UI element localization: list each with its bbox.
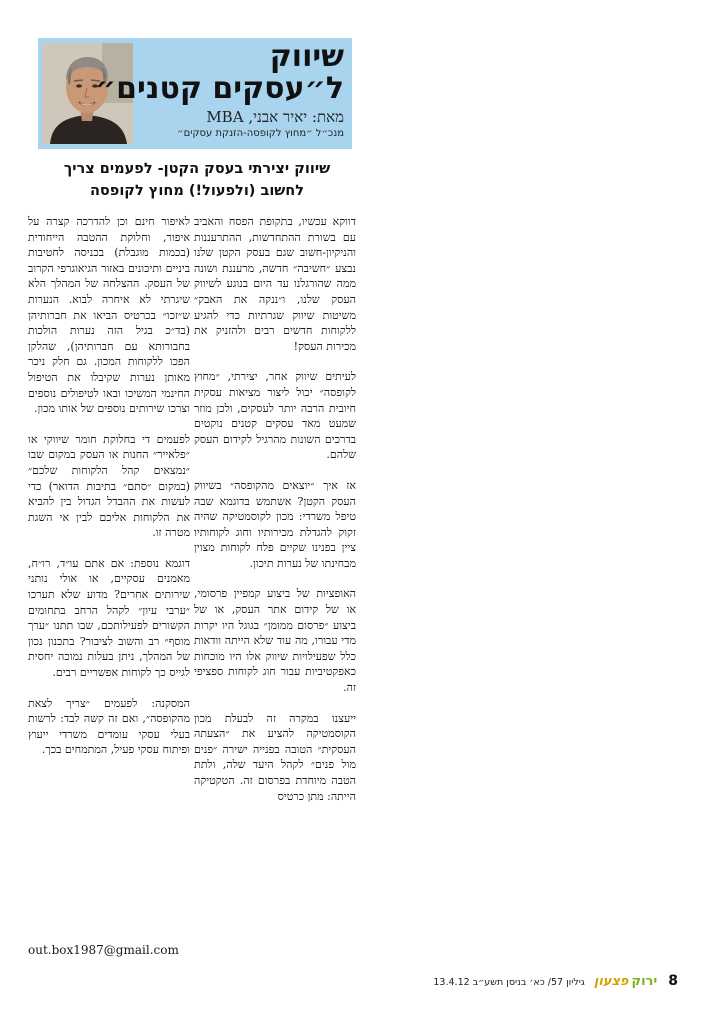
article-paragraph: המסקנה: לפעמים ״צריך לצאת מהקופסה״, ואם זה קשה לבד: לרשות בעלי עסקי עומדים משרדי ייעוץ ופיתוח עסקי פעיל, המתמחים בכך. (28, 696, 190, 757)
article-paragraph: לאיפור חינם וכן להדרכה קצרה על איפור, וחלוקת ההטבה הייחודית (בכמות מוגבלת) בכניסה לחטיבות ביניים ותיכונים באזור הגיאוגרפי הקרוב של העסק. ההצלחה של המהלך הלא שיגרתי לא איחרה לבוא. הנערות ש״זכו״ בכרטיס הביאו את חברותיהן (בד״כ בגיל הזה נערות הולכות בחבורותא עם חברותיהן), שהלקן הפכו ללקוחות המכון. גם חלק ניכר מאותן נערות שקיבלו את הטיפול החינמי המשיכו ובאו לטיפולים נוספים וצרכו שירותים נוספים של אותו מכון. (28, 215, 190, 416)
column-header-box (38, 38, 352, 149)
brand-name-part1: ירוק (631, 974, 658, 989)
article-subtitle (38, 158, 356, 202)
article-subtitle-line1: שיווק יצירתי בעסק הקטן- לפעמים צריך (63, 161, 331, 177)
column-title-line2: ל״עסקים קטנים״ (94, 71, 344, 106)
article-paragraph: אז איך ״יוצאים מהקופסה״ בשיווק העסק הקטן? אשתמש בדוגמא שבה טיפל משרדי: מכון לקוסמטיקה שהיה זקוק להגדלת מכירותיו וחוג לקוחותיו ציין בפנינו שקיים פלח לקוחות מצוין מבחינתו של נערות תיכון. (194, 478, 356, 570)
author-role: מנכ״ל ״מחוץ לקופסה-הזנקת עסקים״ (177, 128, 344, 139)
page-number: 8 (668, 973, 678, 989)
issue-info: גיליון 57/ כא׳ בניסן תשע״ב 13.4.12 (433, 977, 585, 988)
article-paragraph: דוגמא נוספת: אם אתם עו״ד, רו״ח, מאמנים עסקיים, או אולי נותני שירותים אחרים? מדוע שלא תערכו ״ערבי עיון״ לקהל הרחב בתחומים הקשורים לפעילותכם, שבו תתנו ״ערך מוסף״ רב והשוב לציבור? בתכנון נכון של המהלך, ניתן בעלות נמוכה יחסית לגייס כך לקוחות אפשריים רבים. (28, 556, 190, 680)
column-title-line1: שיווק (269, 39, 344, 74)
article-subtitle-line2: לחשוב (ולפעול!) מחוץ לקופסה (89, 183, 305, 199)
brand-name-part2: פצעון (593, 974, 629, 989)
article-paragraph: דווקא עכשיו, בתקופת הפסח והאביב עם בשורת ההתחדשות, ההתרעננות והניקיון-חשוב שגם בעסק הקטן שלנו נבצע ״חשיבה״ חדשה, מרעננת ושונה ממה שהורגלנו עד היום בנוגע לשיווק העסק שלנו, ו״ננקה את האבק״ משיטות שיווק שגרתיות כדי להגיע ללקוחות חדשים רבים ולהזניק את מכירות העסק! (194, 215, 356, 353)
article-paragraph: לעיתים שיווק אחר, יצירתי, ״מחוץ לקופסה״ יכול ליצור מציאות עסקית חיובית הרבה יותר לעסקים, ולכן מוזר שמעט מאד עסקים קטנים נוקטים בדרכים השונות מהרגיל לקידום העסק שלהם. (194, 370, 356, 462)
article-column-right (194, 214, 356, 819)
article-paragraph: האופציות של ביצוע קמפיין פרסומי, או של קידום אתר העסק, או של ביצוע ״פרסום ממומן״ בגוגל היו יקרות מדי עבורו, מה עוד שלא הייתה וודאות כלל שפעילויות שיווק אלו היו מוכחות כאפקטיביות עבור חוג לקוחות ספציפי זה. (194, 587, 356, 695)
author-email-link[interactable]: out.box1987@gmail.com (28, 943, 179, 957)
article-column-left (28, 214, 190, 773)
author-byline: מאת: יאיר אבני, MBA (206, 108, 344, 126)
page-footer (433, 972, 678, 992)
article-paragraph: לפעמים די בחלוקת חומר שיווקי או ״פלאייר״ החנות או העסק במקום שבו ״נמצאים קהל הלקוחות שלכם״ (במקום ״סתם״ בתיבות הדואר) כדי לעשות את ההבדל הגדול בין להביא את הלקוחות אליכם לבין אי השגת מטרה זו. (28, 432, 190, 540)
article-paragraph: ייעצנו במקרה זה לבעלת מכון הקוסמטיקה להציע את ״הצעתה העסקית״ הטובה בפנייה ישירה ״פנים מול פנים״ לקהל היעד שלה, ולתת הטבה מיוחדת בפרסום זה. הטקטיקה הייתה: מתן כרטיס (194, 711, 356, 803)
